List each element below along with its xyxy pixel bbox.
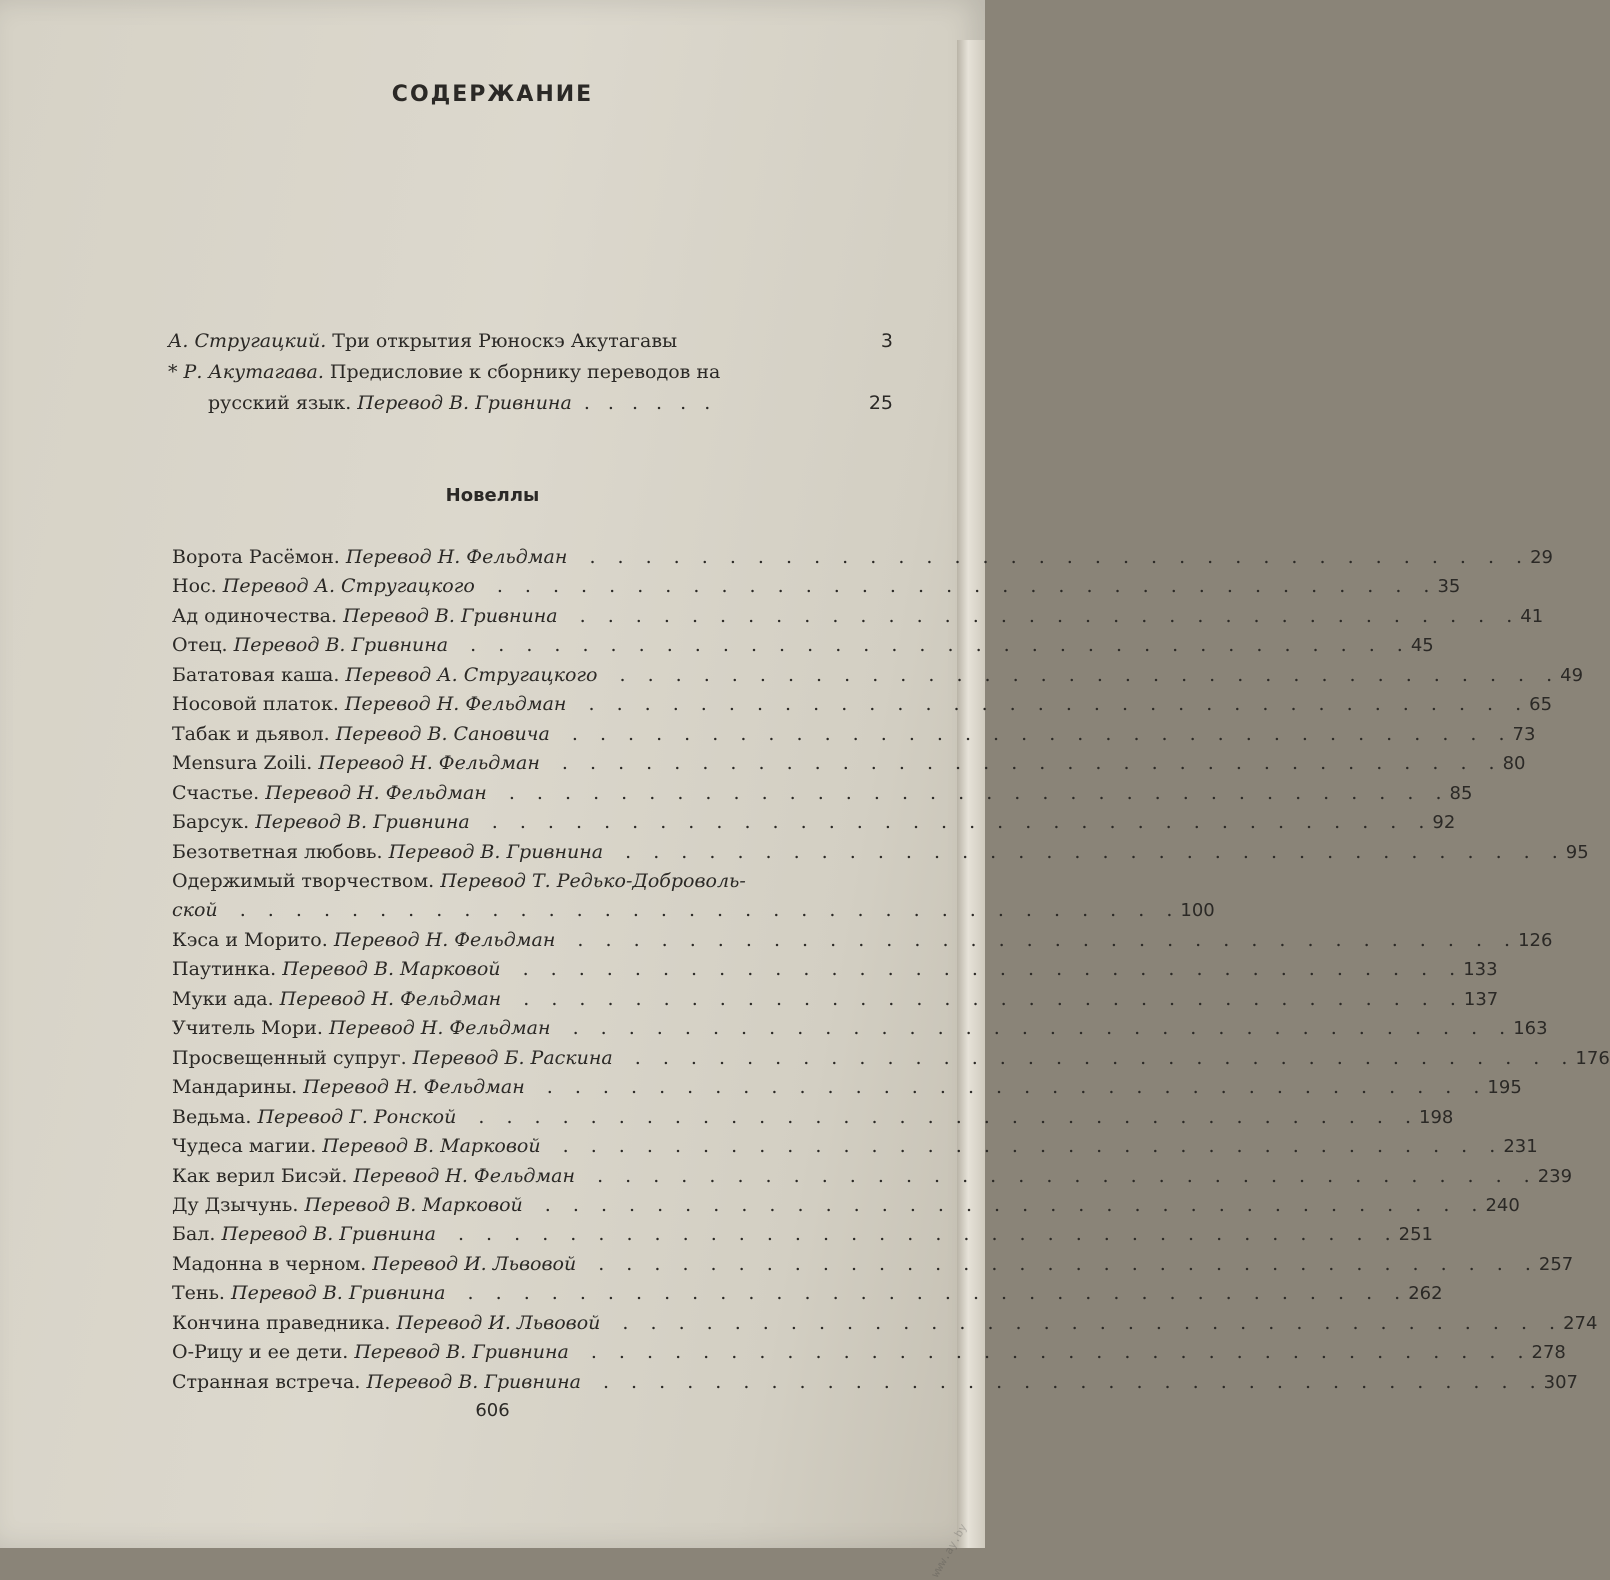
entry-page: 49 [1560,664,1584,686]
entry-translator: Перевод В. Марковой [322,1135,541,1158]
toc-entry: Счастье. Перевод Н. Фельдман . . . . . . . . . . . . . . . . . . . . . . . . . . . . . . . . . . 85 [172,779,892,808]
watermark: www.ay.by [928,1521,970,1580]
entry-title: Учитель Мори. [172,1017,323,1040]
toc-entry: Ад одиночества. Перевод В. Гривнина . . . . . . . . . . . . . . . . . . . . . . . . . . . . . . . . . . 41 [172,602,892,631]
entry-page: 92 [1432,812,1456,834]
entry-translator: Перевод А. Стругацкого [345,663,598,686]
entry-title: Одержимый творчеством. [172,869,435,892]
entry-translator: Перевод В. Марковой [282,958,501,981]
intro-block [168,326,893,419]
entry-title: Отец. [172,634,228,657]
entry-translator: Перевод Н. Фельдман [303,1076,525,1099]
entry-title: Нос. [172,575,217,598]
entry-title: Как верил Бисэй. [172,1164,348,1187]
intro-translator: Перевод В. Гривнина [357,392,572,414]
toc-entry: Кэса и Морито. Перевод Н. Фельдман . . . . . . . . . . . . . . . . . . . . . . . . . . . . . . . . . . 126 [172,926,892,955]
intro-text: Предисловие к сборнику переводов на [323,361,721,383]
entry-title: Мадонна в черном. [172,1252,367,1275]
entry-title: Счастье. [172,781,260,804]
entry-translator: Перевод В. Гривнина [221,1223,436,1246]
entry-title: Кончина праведника. [172,1311,391,1334]
toc-entry: Носовой платок. Перевод Н. Фельдман . . . . . . . . . . . . . . . . . . . . . . . . . . . . . . . . . . 65 [172,690,892,719]
entry-page: 231 [1503,1136,1538,1158]
entry-page: 137 [1463,988,1499,1010]
entry-title: Mensura Zoili. [172,752,313,775]
entry-title: Бал. [172,1223,216,1246]
toc-entry: Mensura Zoili. Перевод Н. Фельдман . . . . . . . . . . . . . . . . . . . . . . . . . . . . . . . . . . 80 [172,749,892,778]
entry-translator: Перевод И. Львовой [372,1252,577,1275]
entry-title: Просвещенный супруг. [172,1046,407,1069]
entry-translator: Перевод Н. Фельдман [353,1164,576,1187]
entry-page: 198 [1419,1106,1454,1128]
entry-page: 307 [1543,1371,1578,1393]
entry-page: 29 [1530,547,1554,568]
toc-entry: Нос. Перевод А. Стругацкого . . . . . . . . . . . . . . . . . . . . . . . . . . . . . . . . . . 35 [172,572,892,601]
entry-translator: Перевод В. Сановича [335,722,550,745]
entry-title: Безответная любовь. [172,840,383,863]
entry-title: Барсук. [172,811,250,834]
entry-title: Ведьма. [172,1105,252,1128]
entry-translator: Перевод Т. Редько-Доброволь- [440,869,746,892]
page-number: 606 [475,1400,510,1421]
entry-page: 100 [1180,900,1215,922]
intro-page: 3 [880,330,893,352]
entry-page: 176 [1575,1047,1610,1069]
entry-title: О-Рицу и ее дети. [172,1341,349,1364]
entry-translator: Перевод В. Гривнина [255,811,470,834]
entry-page: 95 [1565,841,1589,863]
intro-author: * Р. Акутагава. [168,361,324,383]
entry-page: 80 [1502,753,1526,775]
entry-translator: Перевод А. Стругацкого [222,575,475,598]
intro-text: Три открытия Рюноскэ Акутагавы [326,330,678,352]
entry-title: Чудеса магии. [172,1135,317,1158]
entry-translator: Перевод В. Гривнина [366,1370,581,1393]
entry-title: Странная встреча. [172,1370,361,1393]
entry-title: Ду Дзычунь. [172,1193,299,1216]
entry-translator: Перевод Н. Фельдман [333,928,556,951]
toc-entry: Мандарины. Перевод Н. Фельдман . . . . . . . . . . . . . . . . . . . . . . . . . . . . . . . . . . 195 [172,1073,892,1102]
intro-page: 25 [868,392,893,414]
entry-title: Кэса и Морито. [172,928,328,951]
entry-page: 126 [1518,929,1553,951]
toc-entry: Тень. Перевод В. Гривнина . . . . . . . . . . . . . . . . . . . . . . . . . . . . . . . . . . 262 [172,1279,892,1308]
toc-entry: Ведьма. Перевод Г. Ронской . . . . . . . . . . . . . . . . . . . . . . . . . . . . . . . . . . 198 [172,1103,892,1132]
entry-page: 195 [1487,1077,1522,1099]
entry-translator: Перевод Н. Фельдман [279,987,502,1010]
entry-page: 65 [1529,694,1553,716]
entry-translator: Перевод В. Гривнина [231,1282,446,1305]
entry-translator: Перевод В. Гривнина [354,1341,569,1364]
entry-translator: Перевод Н. Фельдман [345,546,568,568]
entry-title: Паутинка. [172,958,277,981]
toc-entry: Безответная любовь. Перевод В. Гривнина . . . . . . . . . . . . . . . . . . . . . . . . . . . . . . . . . . 95 [172,838,892,867]
toc-entry: Странная встреча. Перевод В. Гривнина . . . . . . . . . . . . . . . . . . . . . . . . . . . . . . . . . . 307 [172,1368,892,1397]
intro-row [168,357,893,388]
toc-entry: Барсук. Перевод В. Гривнина . . . . . . . . . . . . . . . . . . . . . . . . . . . . . . . . . . 92 [172,808,892,837]
entry-title: Муки ада. [172,987,274,1010]
entry-translator: Перевод Н. Фельдман [265,781,487,804]
entry-page: 73 [1512,723,1536,745]
entry-page: 257 [1538,1253,1574,1275]
toc-entry: Мадонна в черном. Перевод И. Львовой . . . . . . . . . . . . . . . . . . . . . . . . . . . . . . . . . . 257 [172,1250,892,1279]
entry-page: 41 [1520,605,1544,627]
entry-title: Носовой платок. [172,693,339,716]
toc-entry: Ду Дзычунь. Перевод В. Марковой . . . . . . . . . . . . . . . . . . . . . . . . . . . . . . . . . . 240 [172,1191,892,1220]
intro-author: А. Стругацкий. [168,330,327,352]
toc-entry: Кончина праведника. Перевод И. Львовой . . . . . . . . . . . . . . . . . . . . . . . . . . . . . . . . . . 274 [172,1309,892,1338]
toc-entry: Паутинка. Перевод В. Марковой . . . . . . . . . . . . . . . . . . . . . . . . . . . . . . . . . . 133 [172,955,892,984]
intro-row: русский язык. Перевод В. Гривнина . . . . . . 25 [168,388,893,419]
toc-entry: Чудеса магии. Перевод В. Марковой . . . . . . . . . . . . . . . . . . . . . . . . . . . . . . . . . . 231 [172,1132,892,1161]
toc-entry: Бататовая каша. Перевод А. Стругацкого . . . . . . . . . . . . . . . . . . . . . . . . . . . . . . . . . . 49 [172,661,892,690]
toc-entry: Отец. Перевод В. Гривнина . . . . . . . . . . . . . . . . . . . . . . . . . . . . . . . . . . 45 [172,631,892,660]
entry-title: Бататовая каша. [172,663,340,686]
entry-title: Тень. [172,1282,225,1305]
page-title: СОДЕРЖАНИЕ [391,82,594,107]
entry-page: 85 [1449,782,1473,804]
toc-entry: Ворота Расёмон. Перевод Н. Фельдман . . . . . . . . . . . . . . . . . . . . . . . . . . . . . . . . . . 29 [172,543,892,572]
entry-title: Табак и дьявол. [172,722,330,745]
entry-title: Ворота Расёмон. [172,546,340,568]
toc-entry: О-Рицу и ее дети. Перевод В. Гривнина . . . . . . . . . . . . . . . . . . . . . . . . . . . . . . . . . . 278 [172,1338,892,1367]
entry-page: 163 [1513,1018,1548,1040]
entry-page: 239 [1537,1165,1573,1187]
intro-row [168,326,893,357]
toc-entry: Просвещенный супруг. Перевод Б. Раскина . . . . . . . . . . . . . . . . . . . . . . . . . . . . . . . . . . 176 [172,1044,892,1073]
toc-entry: Как верил Бисэй. Перевод Н. Фельдман . . . . . . . . . . . . . . . . . . . . . . . . . . . . . . . . . . 239 [172,1162,892,1191]
toc-entry: Одержимый творчеством. Перевод Т. Редько-Доброволь- ской . . . . . . . . . . . . . . . . . . . . . . . . . . . . . . . . . . 100 [172,867,892,926]
toc-entry: Учитель Мори. Перевод Н. Фельдман . . . . . . . . . . . . . . . . . . . . . . . . . . . . . . . . . . 163 [172,1014,892,1043]
entry-page: 262 [1408,1283,1443,1305]
entry-translator: Перевод Н. Фельдман [328,1017,551,1040]
entry-translator: Перевод В. Гривнина [233,634,449,657]
entry-translator: Перевод И. Львовой [396,1311,601,1334]
entry-translator: Перевод Н. Фельдман [318,752,540,775]
entry-page: 278 [1531,1342,1566,1364]
entry-page: 133 [1463,959,1498,981]
entry-title: Ад одиночества. [172,604,338,627]
entry-translator: Перевод Б. Раскина [412,1046,613,1069]
entry-translator: Перевод В. Марковой [304,1193,523,1216]
entry-translator: Перевод В. Гривнина [343,604,558,627]
entry-translator-continuation: ской [172,899,218,922]
entry-translator: Перевод В. Гривнина [388,840,604,863]
entry-page: 274 [1563,1312,1598,1334]
intro-text: русский язык. [208,392,358,414]
entry-translator: Перевод Н. Фельдман [344,693,567,716]
entry-page: 240 [1485,1194,1520,1216]
toc-entry: Муки ада. Перевод Н. Фельдман . . . . . . . . . . . . . . . . . . . . . . . . . . . . . . . . . . 137 [172,985,892,1014]
entry-translator: Перевод Г. Ронской [257,1105,457,1128]
toc-entry: Бал. Перевод В. Гривнина . . . . . . . . . . . . . . . . . . . . . . . . . . . . . . . . . . 251 [172,1220,892,1249]
toc-entry: Табак и дьявол. Перевод В. Сановича . . . . . . . . . . . . . . . . . . . . . . . . . . . . . . . . . . 73 [172,720,892,749]
toc-list [172,543,1610,1397]
entry-title: Мандарины. [172,1076,298,1099]
section-heading: Новеллы [445,485,540,506]
entry-page: 35 [1437,576,1461,598]
entry-page: 45 [1410,635,1434,657]
entry-page: 251 [1398,1224,1433,1246]
